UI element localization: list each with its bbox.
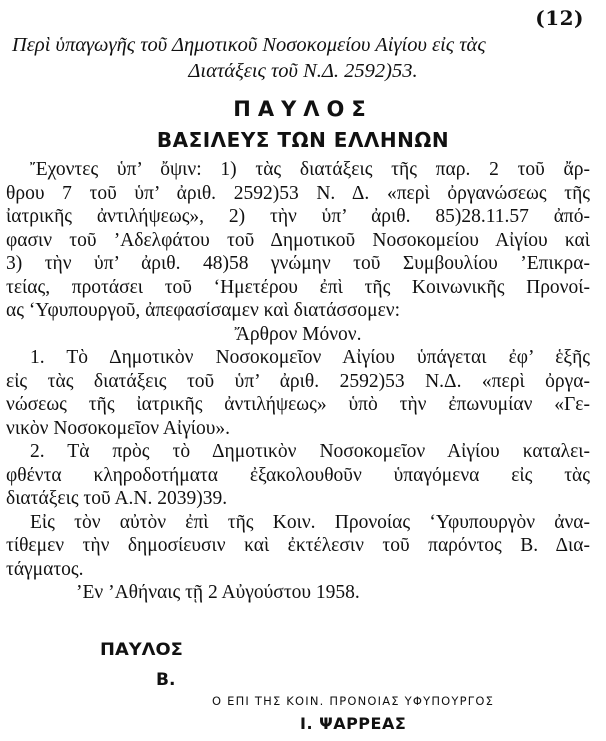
paragraph-1-line: νώσεως τῆς ἰατρικῆς ἀντιλήψεως» ὑπὸ τὴν ἐπωνυμίαν «Γε-	[6, 394, 590, 415]
preamble-line: ας ‘Υφυπουργοῦ, ἀπεφασίσαμεν καὶ διατάσσομεν:	[6, 300, 400, 321]
minister-signature: Ι. ΨΑΡΡΕΑΣ	[300, 714, 407, 733]
paragraph-2-line: διατάξεις τοῦ Α.Ν. 2039)39.	[6, 488, 228, 509]
paragraph-2-line: 2. Τὰ πρὸς τὸ Δημοτικὸν Νοσοκομεῖον Αἰγίου καταλει-	[30, 441, 590, 462]
decree-title-line-2: Διατάξεις τοῦ Ν.Δ. 2592)53.	[188, 60, 418, 82]
preamble-line: φασιν τοῦ ’Αδελφάτου τοῦ Δημοτικοῦ Νοσοκομείου Αἰγίου καὶ	[6, 229, 590, 251]
paragraph-1-line: 1. Τὸ Δημοτικὸν Νοσοκομεῖον Αἰγίου ὑπάγεται ἐφ’ ἑξῆς	[30, 347, 590, 368]
date-line: ’Εν ’Αθήναις τῇ 2 Αὐγούστου 1958.	[76, 582, 360, 603]
decree-title-line-1: Περὶ ὑπαγωγῆς τοῦ Δημοτικοῦ Νοσοκομείου Αἰγίου εἰς τὰς	[12, 34, 486, 56]
paragraph-3-line: τάγματος.	[6, 558, 84, 580]
preamble-line: θρου 7 τοῦ ὑπ’ ἀριθ. 2592)53 Ν. Δ. «περὶ ὀργανώσεως τῆς	[6, 182, 590, 204]
king-name-heading: ΠΑΥΛΟΣ	[233, 97, 373, 121]
paragraph-3-line: τίθεμεν τὴν δημοσίευσιν καὶ ἐκτέλεσιν τοῦ παρόντος Β. Δια-	[6, 535, 590, 556]
preamble-line: 3) τὴν ὑπ’ ἀριθ. 48)58 γνώμην τοῦ Συμβουλίου ’Επικρα-	[6, 253, 590, 274]
paragraph-3-line: Εἰς τὸν αὐτὸν ἐπὶ τῆς Κοιν. Προνοίας ‘Υφυπουργὸν ἀνα-	[30, 511, 590, 533]
minister-title: Ο ΕΠΙ ΤΗΣ ΚΟΙΝ. ΠΡΟΝΟΙΑΣ ΥΦΥΠΟΥΡΓΟΣ	[212, 694, 495, 708]
paragraph-2-line: φθέντα κληροδοτήματα ἐξακολουθοῦν ὑπαγόμενα εἰς τὰς	[6, 464, 590, 486]
decree-body	[6, 158, 590, 605]
paragraph-1-line: εἰς τὰς διατάξεις τοῦ ὑπ’ ἀριθ. 2592)53 Ν.Δ. «περὶ ὀργα-	[6, 370, 590, 392]
preamble-line: τείας, προτάσει τοῦ ‘Ημετέρου ἐπὶ τῆς Κοινωνικῆς Προνοί-	[6, 276, 590, 298]
paragraph-1-line: νικὸν Νοσοκομεῖον Αἰγίου».	[6, 417, 231, 439]
preamble-line: ἰατρικῆς ἀντιλήψεως», 2) τὴν ὑπ’ ἀριθ. 85)28.11.57 ἀπό-	[6, 206, 590, 227]
king-signature-suffix: Β.	[156, 670, 176, 690]
article-heading: Ἄρθρον Μόνον.	[234, 323, 362, 345]
preamble-line: Ἔχοντες ὑπ’ ὄψιν: 1) τὰς διατάξεις τῆς παρ. 2 τοῦ ἄρ-	[30, 159, 590, 180]
king-title-heading: ΒΑΣΙΛΕΥΣ ΤΩΝ ΕΛΛΗΝΩΝ	[156, 128, 450, 152]
decree-title	[0, 32, 606, 84]
king-signature: ΠΑΥΛΟΣ	[100, 640, 183, 660]
page-number: (12)	[535, 6, 584, 30]
